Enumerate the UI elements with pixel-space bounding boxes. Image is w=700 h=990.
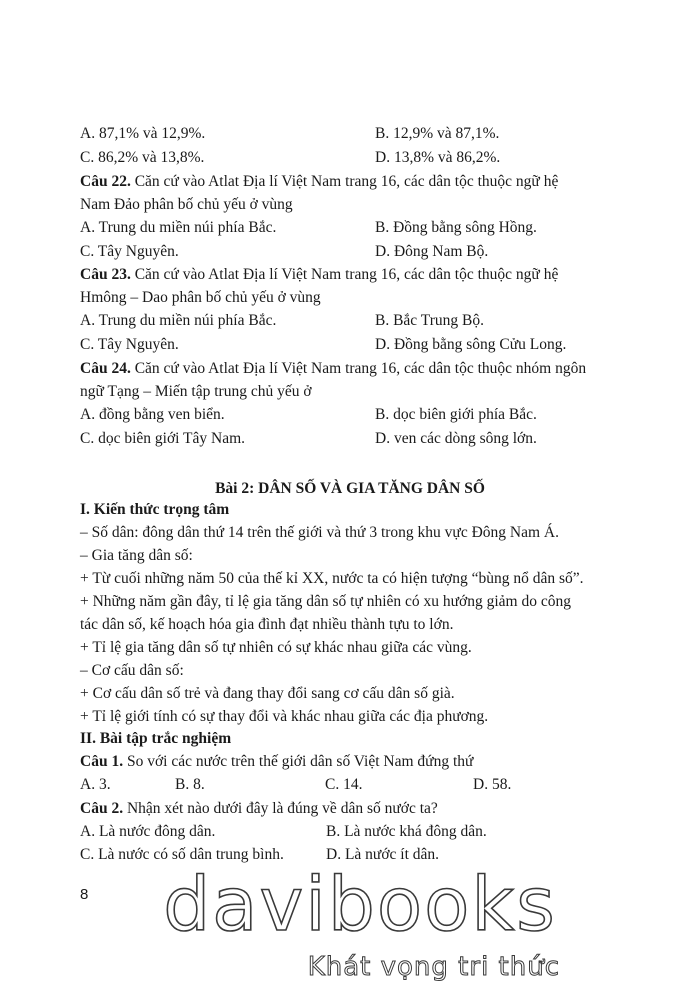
question-2 [80,799,600,819]
question-text: Căn cứ vào Atlat Địa lí Việt Nam trang 16, các dân tộc thuộc ngữ hệ [130,173,559,190]
question-text: Căn cứ vào Atlat Địa lí Việt Nam trang 16, các dân tộc thuộc nhóm ngôn [130,360,587,377]
option-d: D. 13,8% và 86,2%. [375,149,501,166]
option-a: A. 3. [80,776,111,793]
option-b: B. 12,9% và 87,1%. [375,125,500,142]
content-line: + Những năm gần đây, tỉ lệ gia tăng dân số tự nhiên có xu hướng giảm do công [80,593,571,610]
question-label: Câu 24. [80,360,131,377]
question-23-cont: Hmông – Dao phân bố chủ yếu ở vùng [80,289,321,306]
option-d: D. Là nước ít dân. [326,846,440,863]
option-b: B. 8. [175,776,205,793]
option-a: A. Là nước đông dân. [80,823,216,840]
brand-slogan: Khát vọng tri thức [307,952,560,982]
option-d: D. Đồng bằng sông Cửu Long. [375,336,567,353]
page-number: 8 [80,886,89,903]
option-b: B. Là nước khá đông dân. [326,823,487,840]
question-1 [80,752,600,772]
option-a: A. đồng bằng ven biển. [80,406,225,423]
option-b: B. dọc biên giới phía Bắc. [375,406,537,423]
option-c: C. 86,2% và 13,8%. [80,149,205,166]
brand-watermark: davibooks [163,862,557,948]
content-line: tác dân số, kế hoạch hóa gia đình đạt nhiều thành tựu to lớn. [80,616,454,633]
option-c: C. Tây Nguyên. [80,336,179,353]
option-a: A. Trung du miền núi phía Bắc. [80,219,277,236]
content-line: – Số dân: đông dân thứ 14 trên thế giới và thứ 3 trong khu vực Đông Nam Á. [80,524,559,541]
content-line: + Tỉ lệ giới tính có sự thay đổi và khác nhau giữa các địa phương. [80,708,489,725]
content-line: – Gia tăng dân số: [80,547,193,564]
option-c: C. Là nước có số dân trung bình. [80,846,284,863]
option-a: A. 87,1% và 12,9%. [80,125,206,142]
question-24 [80,359,600,379]
question-label: Câu 1. [80,753,124,770]
content-line: + Cơ cấu dân số trẻ và đang thay đổi sang cơ cấu dân số già. [80,685,455,702]
question-22-cont: Nam Đảo phân bố chủ yếu ở vùng [80,196,293,213]
question-text: Nhận xét nào dưới đây là đúng về dân số nước ta? [123,800,438,817]
option-b: B. Đồng bằng sông Hồng. [375,219,537,236]
question-text: So với các nước trên thế giới dân số Việt Nam đứng thứ [123,753,474,770]
option-d: D. ven các dòng sông lớn. [375,430,537,447]
option-c: C. dọc biên giới Tây Nam. [80,430,246,447]
option-a: A. Trung du miền núi phía Bắc. [80,312,277,329]
question-label: Câu 22. [80,173,131,190]
lesson-title: Bài 2: DÂN SỐ VÀ GIA TĂNG DÂN SỐ [215,480,485,497]
content-line: + Tỉ lệ gia tăng dân số tự nhiên có sự khác nhau giữa các vùng. [80,639,472,656]
option-b: B. Bắc Trung Bộ. [375,312,484,329]
question-text: Căn cứ vào Atlat Địa lí Việt Nam trang 16, các dân tộc thuộc ngữ hệ [130,266,559,283]
question-24-cont: ngữ Tạng – Miến tập trung chủ yếu ở [80,383,312,400]
option-c: C. 14. [325,776,363,793]
content-line: + Từ cuối những năm 50 của thế kỉ XX, nước ta có hiện tượng “bùng nổ dân số”. [80,570,584,587]
option-c: C. Tây Nguyên. [80,243,179,260]
section-heading-1: I. Kiến thức trọng tâm [80,501,230,518]
question-23 [80,265,600,285]
option-d: D. Đông Nam Bộ. [375,243,489,260]
question-22 [80,172,600,192]
section-heading-2: II. Bài tập trắc nghiệm [80,730,232,747]
question-label: Câu 23. [80,266,131,283]
content-line: – Cơ cấu dân số: [80,662,184,679]
option-d: D. 58. [473,776,512,793]
question-label: Câu 2. [80,800,124,817]
